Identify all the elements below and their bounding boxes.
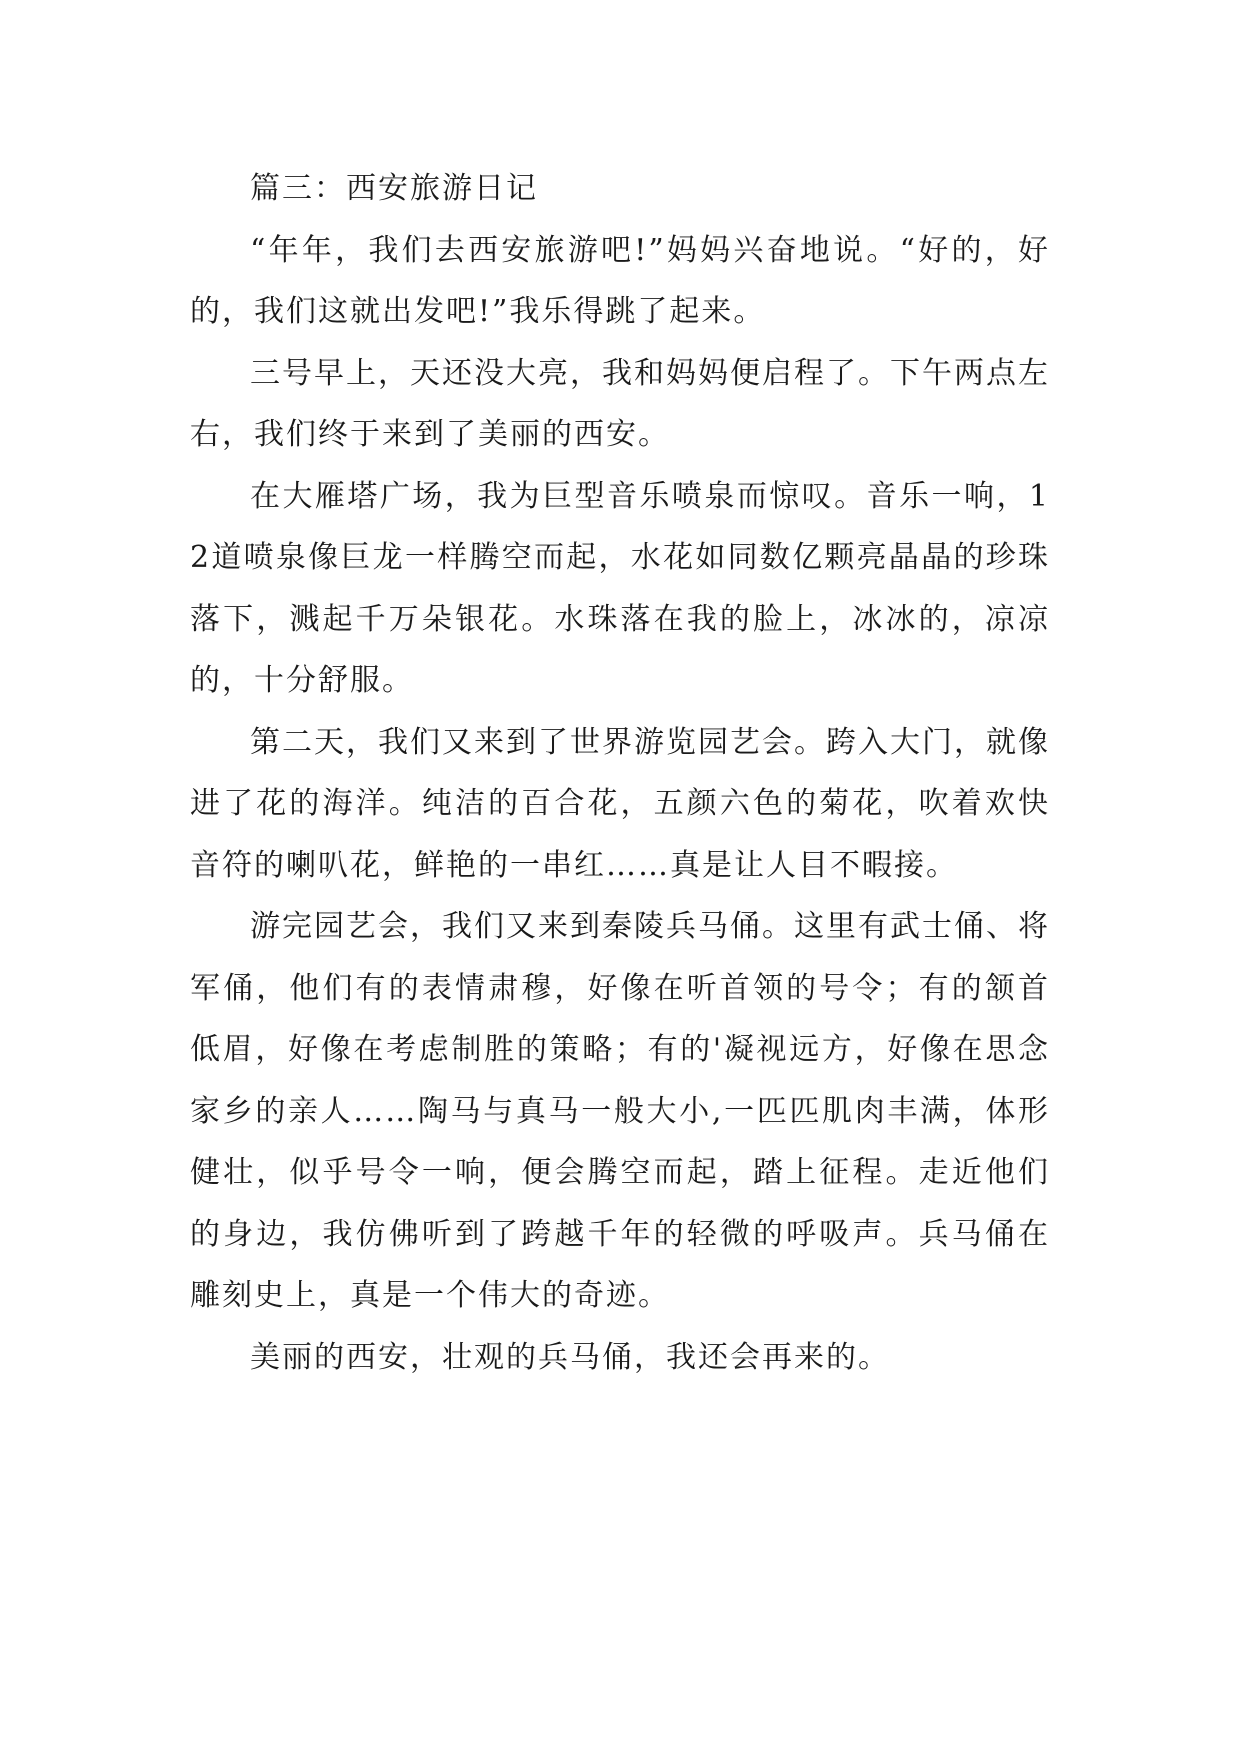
document-title: 篇三：西安旅游日记 [250,171,538,206]
paragraph-1: “年年，我们去西安旅游吧!”妈妈兴奋地说。“好的，好的，我们这就出发吧!”我乐得跳了起来。 [190,232,1050,329]
paragraph-2: 三号早上，天还没大亮，我和妈妈便启程了。下午两点左右，我们终于来到了美丽的西安。 [190,355,1050,452]
paragraph-5: 游完园艺会，我们又来到秦陵兵马俑。这里有武士俑、将军俑，他们有的表情肃穆，好像在听首领的号令；有的颔首低眉，好像在考虑制胜的策略；有的'凝视远方，好像在思念家乡的亲人……陶马与真马一般大小,一匹匹肌肉丰满，体形健壮，似乎号令一响，便会腾空而起，踏上征程。走近他们的身边，我仿佛听到了跨越千年的轻微的呼吸声。兵马俑在雕刻史上，真是一个伟大的奇迹。 [190,909,1050,1313]
paragraph-3: 在大雁塔广场，我为巨型音乐喷泉而惊叹。音乐一响，12道喷泉像巨龙一样腾空而起，水花如同数亿颗亮晶晶的珍珠落下，溅起千万朵银花。水珠落在我的脸上，冰冰的，凉凉的，十分舒服。 [190,478,1050,698]
paragraph-6: 美丽的西安，壮观的兵马俑，我还会再来的。 [250,1339,890,1375]
document-body [190,158,1050,1388]
paragraph-4: 第二天，我们又来到了世界游览园艺会。跨入大门，就像进了花的海洋。纯洁的百合花，五颜六色的菊花，吹着欢快音符的喇叭花，鲜艳的一串红……真是让人目不暇接。 [190,724,1050,883]
